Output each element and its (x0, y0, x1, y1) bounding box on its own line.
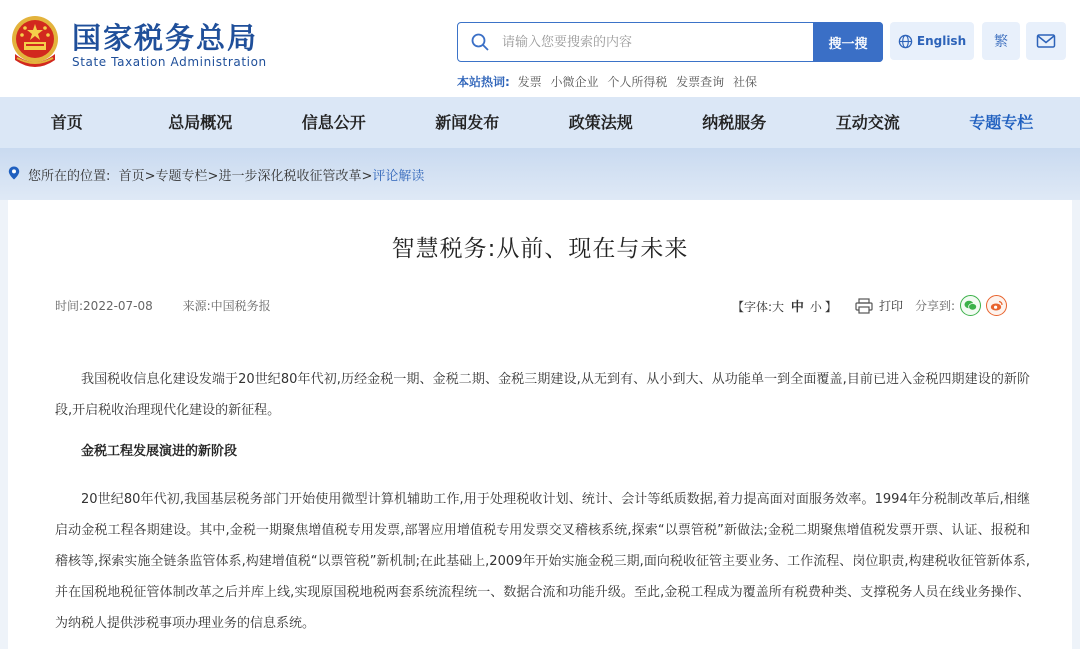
publish-time: 时间:2022-07-08 (55, 299, 153, 313)
nav-item-disclosure[interactable]: 信息公开 (301, 113, 366, 132)
mail-icon (1036, 33, 1056, 49)
article-card (8, 200, 1072, 649)
search-button[interactable]: 搜一搜 (813, 22, 883, 62)
english-label: English (916, 34, 967, 48)
font-size-medium[interactable]: 中 (790, 300, 804, 315)
font-size-label: 【字体: (732, 300, 773, 314)
article-paragraph: 我国税收信息化建设发端于20世纪80年代初,历经金税一期、金税二期、金税三期建设,从无到有、从小到大、从功能单一到全面覆盖,目前已进入金税四期建设的新阶段,开启税收治理现代化建设的新征程。 (55, 372, 1030, 418)
site-title[interactable]: 国家税务总局 (72, 21, 259, 55)
article-paragraph: 20世纪80年代初,我国基层税务部门开始使用微型计算机辅助工作,用于处理税收计划、统计、会计等纸质数据,着力提高面对面服务效率。1994年分税制改革后,相继启动金税工程各期建设。其中,金税一期聚焦增值税专用发票,部署应用增值税专用发票交叉稽核系统,探索“以票管税”新做法;金税二期聚焦增值税发票开票、认证、报税和稽核等,探索实施全链条监管体系,构建增值税“以票管税”新机制;在此基础上,2009年开始实施金税三期,面向税收征管主要业务、工作流程、岗位职责,构建税收征管新体系,并在国税地税征管体制改革之后并库上线,实现原国税地税两套系统流程统一、数据合流和功能升级。至此,金税工程成为覆盖所有税费种类、支撑税务人员在线业务操作、为纳税人提供涉税事项办理业务的信息系统。 (55, 492, 1030, 631)
breadcrumb-path[interactable]: 首页>专题专栏>进一步深化税收征管改革> (118, 169, 373, 184)
hot-word-link[interactable]: 发票查询 (676, 75, 725, 89)
hot-word-link[interactable]: 小微企业 (550, 75, 599, 89)
printer-icon[interactable] (855, 298, 873, 314)
search-box (457, 22, 883, 62)
article-meta (55, 297, 297, 314)
print-button[interactable]: 打印 (878, 299, 903, 313)
site-subtitle[interactable]: State Taxation Administration (72, 55, 267, 69)
section-heading: 金税工程发展演进的新阶段 (81, 444, 238, 459)
mail-button[interactable] (1026, 22, 1066, 60)
site-header (0, 0, 1080, 97)
font-size-large[interactable]: 大 (772, 300, 785, 314)
font-size-close: 】 (824, 300, 837, 314)
breadcrumb-trail (28, 165, 424, 184)
nav-item-tax-service[interactable]: 纳税服务 (702, 113, 767, 132)
breadcrumb-prefix: 您所在的位置: (28, 169, 111, 184)
traditional-chinese-button[interactable]: 繁 (982, 22, 1020, 60)
hot-words-label: 本站热词: (457, 75, 510, 89)
search-icon (470, 32, 490, 52)
globe-icon (898, 34, 913, 49)
national-emblem-icon[interactable] (9, 14, 61, 70)
font-size-selector (732, 296, 837, 315)
weibo-share-icon[interactable] (986, 295, 1007, 316)
weibo-icon (990, 300, 1003, 311)
english-button[interactable] (890, 22, 974, 60)
nav-item-home[interactable]: 首页 (50, 113, 83, 132)
nav-item-policy[interactable]: 政策法规 (568, 113, 633, 132)
hot-word-link[interactable]: 社保 (733, 75, 758, 89)
main-nav (0, 97, 1080, 148)
hot-words (457, 73, 762, 90)
share-label: 分享到: (914, 299, 955, 313)
breadcrumb (0, 148, 1080, 200)
nav-item-overview[interactable]: 总局概况 (168, 113, 233, 132)
nav-item-news[interactable]: 新闻发布 (435, 113, 500, 132)
hot-word-link[interactable]: 个人所得税 (607, 75, 668, 89)
hot-word-link[interactable]: 发票 (517, 75, 542, 89)
wechat-icon (964, 300, 977, 311)
article-source: 来源:中国税务报 (182, 299, 271, 313)
nav-item-special-topics[interactable]: 专题专栏 (969, 113, 1034, 132)
article-title: 智慧税务:从前、现在与未来 (391, 236, 689, 262)
location-pin-icon (8, 166, 20, 180)
nav-item-interaction[interactable]: 互动交流 (835, 113, 900, 132)
article-tools (732, 295, 1007, 316)
search-input[interactable] (502, 31, 802, 53)
font-size-small[interactable]: 小 (809, 300, 822, 314)
breadcrumb-current[interactable]: 评论解读 (372, 169, 425, 184)
wechat-share-icon[interactable] (960, 295, 981, 316)
